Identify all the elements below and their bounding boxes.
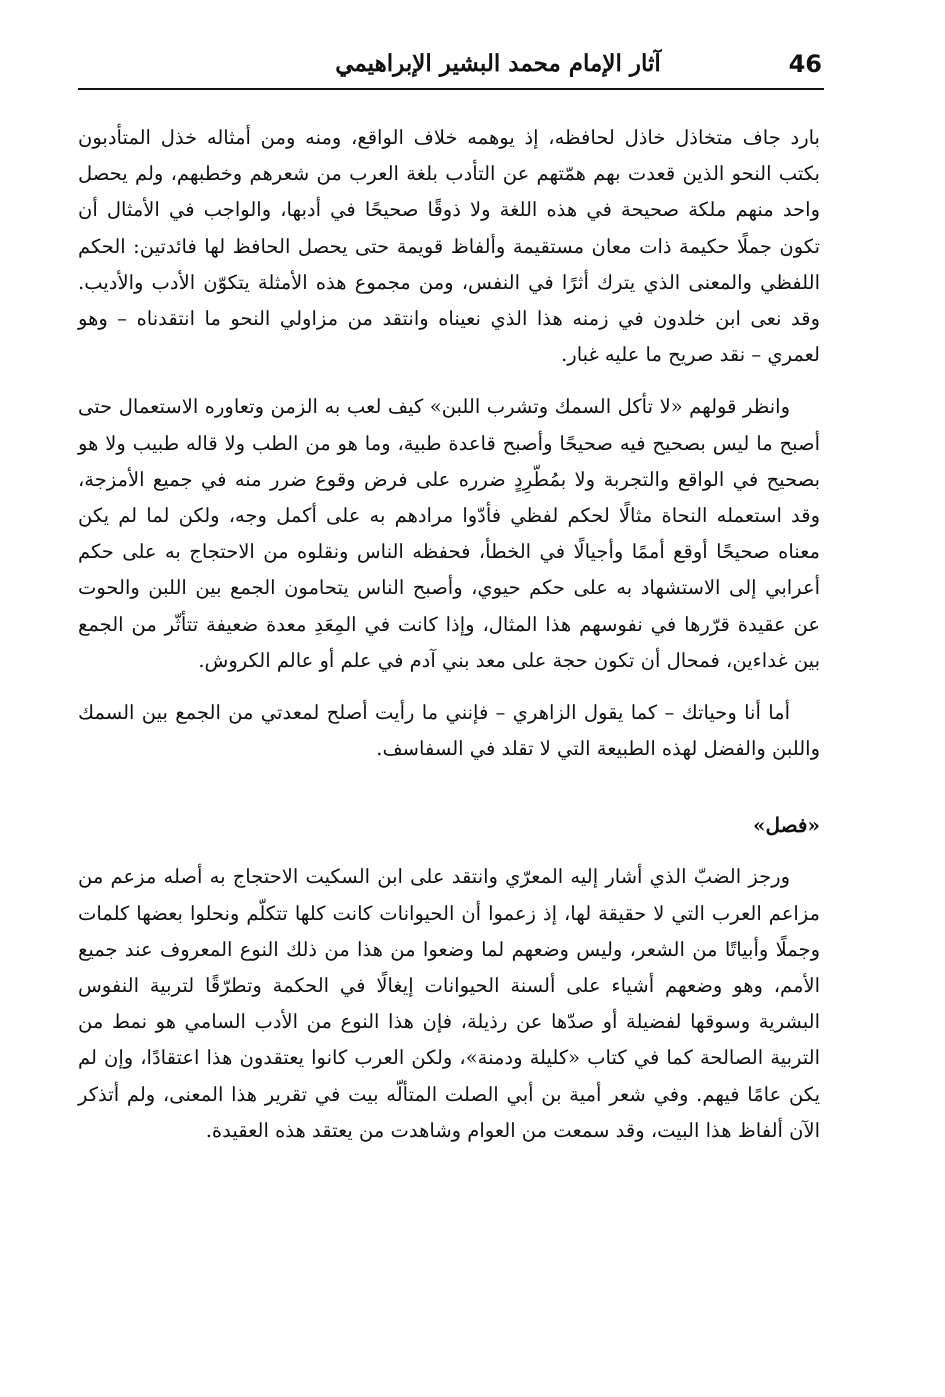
page-number: 46: [788, 50, 822, 78]
header-divider: [78, 88, 824, 90]
body-text: [78, 120, 820, 1149]
section-spacer: [78, 767, 820, 807]
section-paragraph: ورجز الضبّ الذي أشار إليه المعرّي وانتقد على ابن السكيت الاحتجاج به أصله مزعم من مزاعم العرب التي لا حقيقة لها، إذ زعموا أن الحيوانات كانت كلها تتكلّم ونحلوا بعضها كلمات وجملًا وأبياتًا من الشعر، وليس وضعهم لما وضعوا من هذا من ذلك النوع المعروف عند جميع الأمم، وهو وضعهم أشياء على ألسنة الحيوانات إيغالًا في الحكمة وتطرّقًا لتربية النفوس البشرية وسوقها لفضيلة أو صدّها عن رذيلة، فإن هذا النوع من الأدب السامي هو نمط من التربية الصالحة كما في كتاب «كليلة ودمنة»، ولكن العرب كانوا يعتقدون هذا اعتقادًا، وإن لم يكن عامًا فيهم. وفي شعر أمية بن أبي الصلت المتألّه بيت في تقرير هذا المعنى، ولم أتذكر الآن ألفاظ هذا البيت، وقد سمعت من العوام وشاهدت من يعتقد هذه العقيدة.: [78, 865, 820, 1142]
page-header: [78, 44, 822, 86]
paragraph-spacer: [78, 843, 820, 859]
section-heading: «فصل»: [752, 813, 820, 838]
paragraph-2: وانظر قولهم «لا تأكل السمك وتشرب اللبن» كيف لعب به الزمن وتعاوره الاستعمال حتى أصبح ما ليس بصحيح فيه صحيحًا وأصبح قاعدة طبية، وما هو من الطب ولا قاله طبيب ولا هو بصحيح في الواقع والتجربة ولا بمُطّرِدٍ ضرره على فرض وقوع ضرر منه في جميع الأمزجة، وقد استعمله النحاة مثالًا لحكم لفظي فأدّوا مرادهم به على أكمل وجه، ولكن لما لم يكن معناه صحيحًا أوقع أممًا وأجيالًا في الخطأ، فحفظه الناس ونقلوه من الاحتجاج به على حكم أعرابي إلى الاستشهاد به على حكم حيوي، وأصبح الناس يتحامون الجمع بين اللبن والحوت عن عقيدة قرّرها في نفوسهم هذا المثال، وإذا كانت في المِعَدِ معدة ضعيفة تتأثّر من الجمع بين غداءين، فمحال أن تكون حجة على معد بني آدم في علم أو عالم الكروش.: [78, 395, 820, 672]
running-title: آثار الإمام محمد البشير الإبراهيمي: [335, 50, 661, 77]
paragraph-spacer: [78, 373, 820, 389]
paragraph-1: بارد جاف متخاذل خاذل لحافظه، إذ يوهمه خلاف الواقع، ومنه ومن أمثاله خذل المتأدبون بكتب النحو الذين قعدت بهم همّتهم عن التأدب بلغة العرب من شعرهم وخطبهم، ولم يحصل واحد منهم ملكة صحيحة في هذه اللغة ولا ذوقًا صحيحًا في أدبها، والواجب في الأمثال أن تكون جملًا حكيمة ذات معان مستقيمة وألفاظ قويمة حتى يحصل الحافظ لها فائدتين: الحكم اللفظي والمعنى الذي يترك أثرًا في النفس، ومن مجموع هذه الأمثلة يتكوّن الأدب والأديب. وقد نعى ابن خلدون في زمنه هذا الذي نعيناه وانتقد من مزاولي النحو ما انتقدناه – وهو لعمري – نقد صريح ما عليه غبار.: [78, 126, 820, 367]
paragraph-spacer: [78, 679, 820, 695]
paragraph-3: أما أنا وحياتك – كما يقول الزاهري – فإنني ما رأيت أصلح لمعدتي من الجمع بين السمك واللبن والفضل لهذه الطبيعة التي لا تقلد في السفاسف.: [78, 701, 820, 761]
